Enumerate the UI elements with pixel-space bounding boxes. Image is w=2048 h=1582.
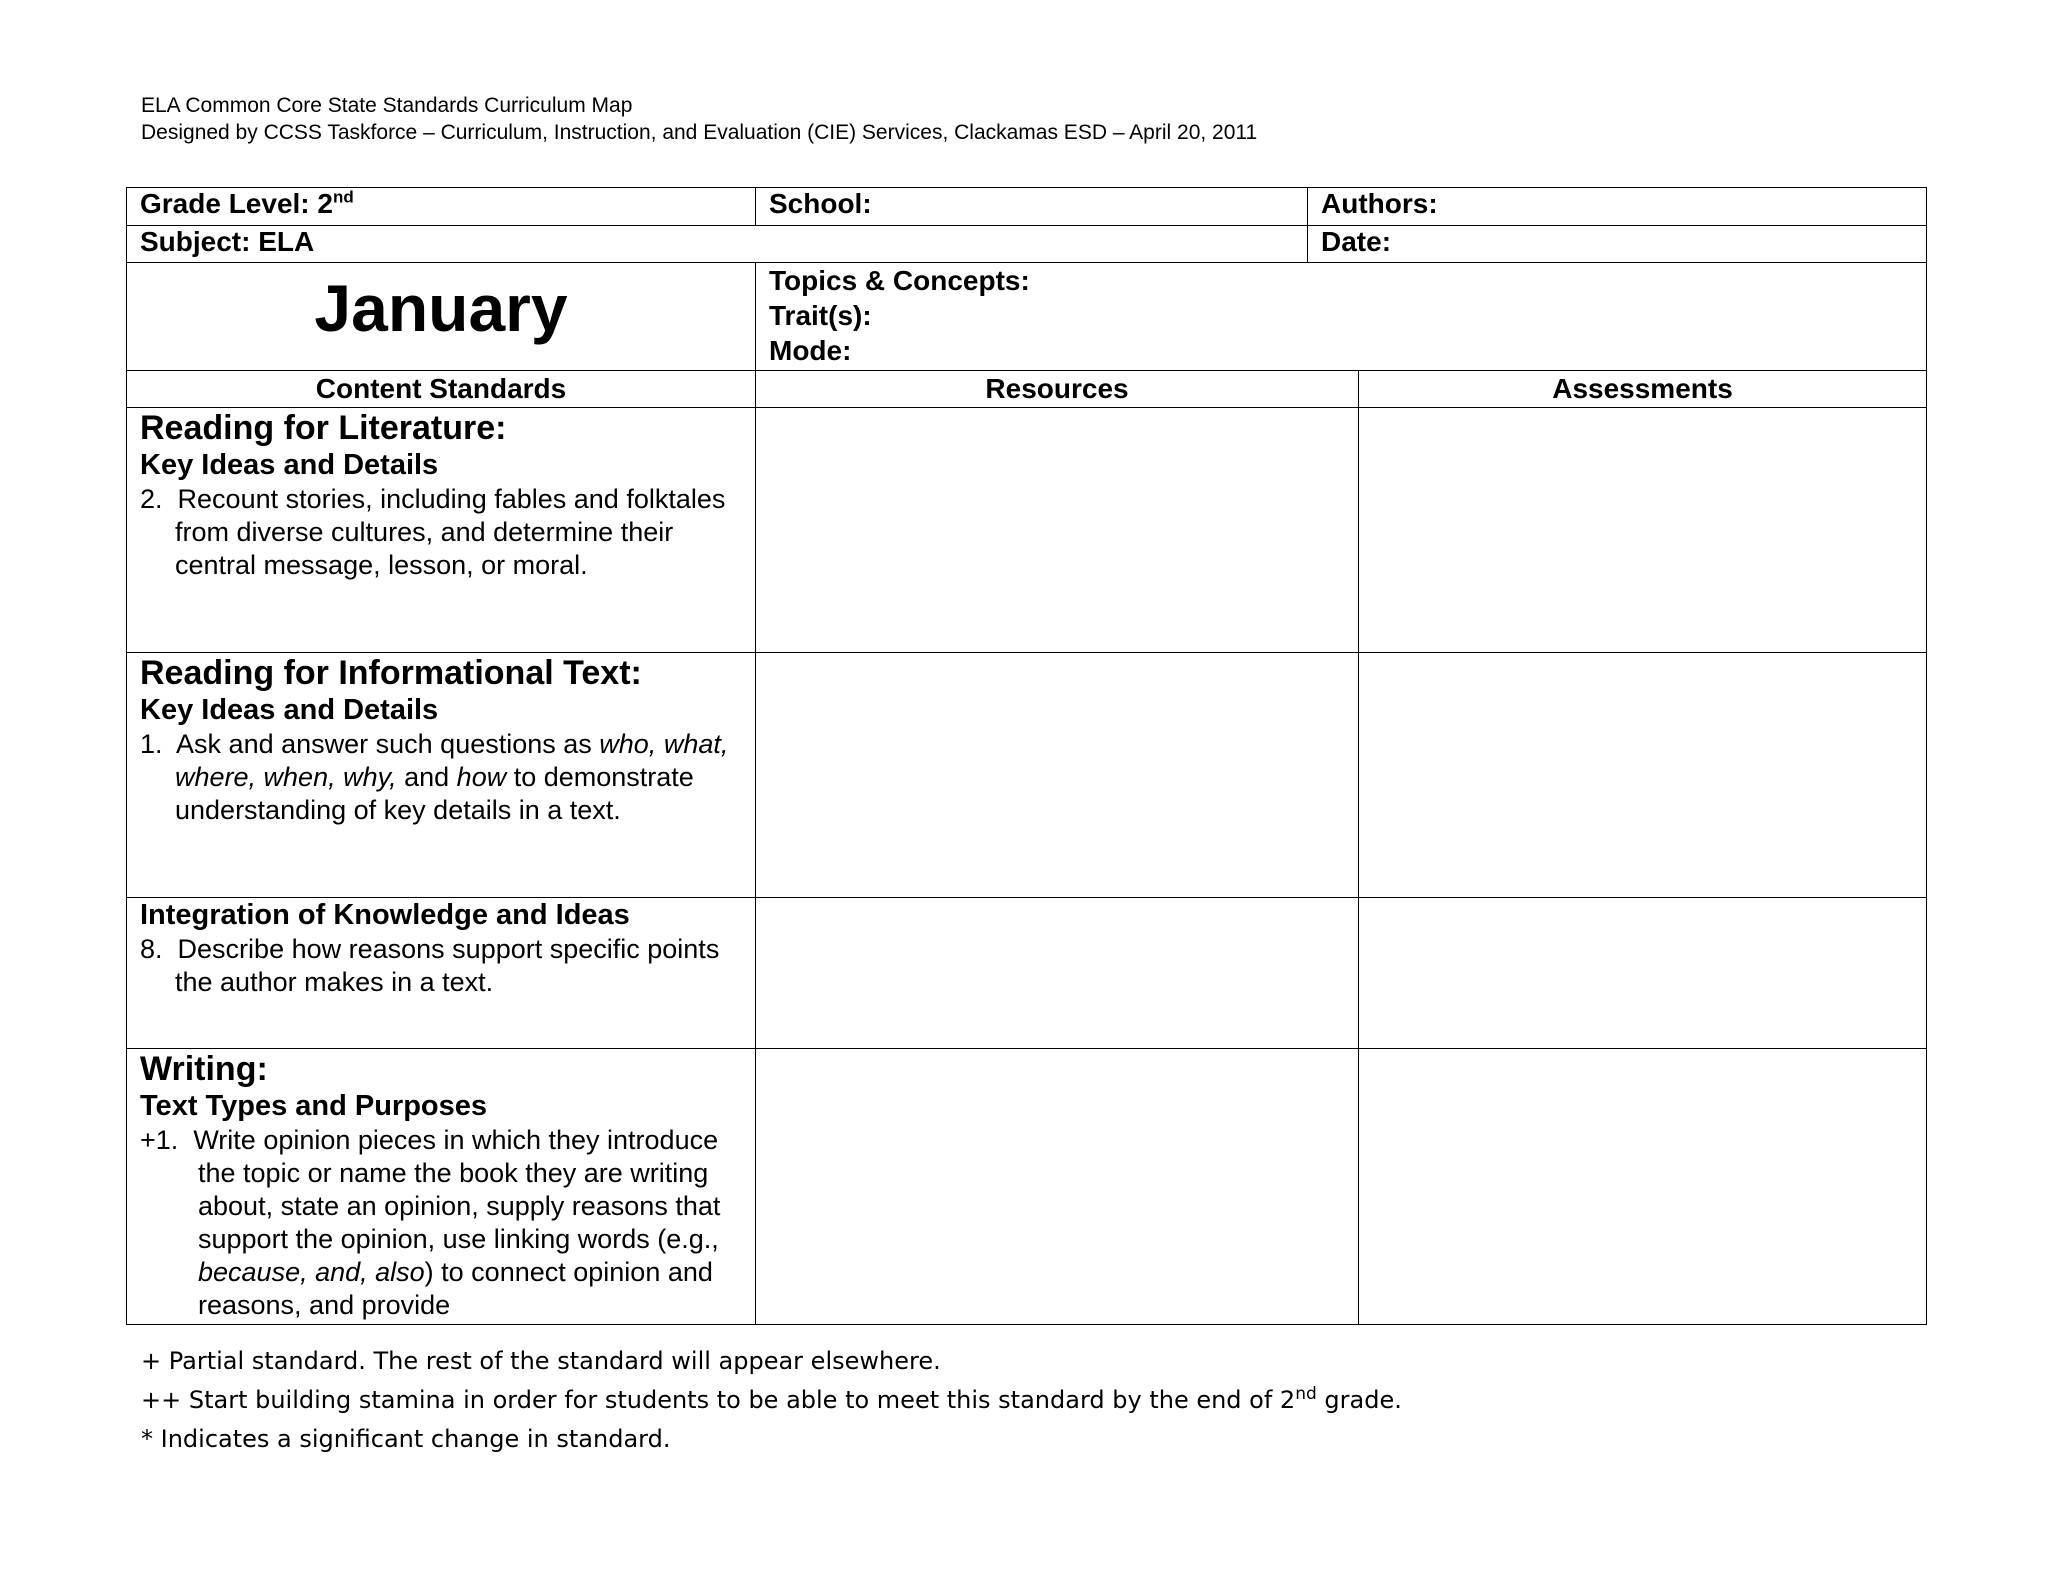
section-title: Reading for Literature: <box>140 409 507 447</box>
curriculum-map-table <box>126 187 1927 1325</box>
content-cell <box>127 408 756 653</box>
header-credits: Designed by CCSS Taskforce – Curriculum, Instruction, and Evaluation (CIE) Services, Clackamas ESD – April 20, 2011 <box>141 121 1258 144</box>
school-label: School: <box>769 188 872 219</box>
month-cell <box>127 263 756 371</box>
standard-text: +1. Write opinion pieces in which they introduce the topic or name the book they are writing about, state an opinion, supply reasons that support the opinion, use linking words (e.g., because, and, also) to connect opinion and reasons, and provide <box>140 1125 721 1320</box>
assessments-cell <box>1359 653 1927 898</box>
resources-cell <box>756 653 1359 898</box>
header-title: ELA Common Core State Standards Curriculum Map <box>141 94 633 117</box>
assessments-cell <box>1359 898 1927 1049</box>
standard-text: 1. Ask and answer such questions as who, what, where, when, why, and how to demonstrate understanding of key details in a text. <box>140 729 729 825</box>
content-cell <box>127 653 756 898</box>
traits-label: Trait(s): <box>769 300 872 331</box>
topics-label: Topics & Concepts: <box>769 265 1030 296</box>
document-header <box>141 92 1257 146</box>
month-title: January <box>314 271 568 345</box>
school-cell <box>756 188 1308 226</box>
info-row-2 <box>127 226 1927 263</box>
resources-cell <box>756 1049 1359 1325</box>
subject-cell <box>127 226 1308 263</box>
standards-row <box>127 408 1927 653</box>
date-label: Date: <box>1321 226 1392 257</box>
standard-number: 8. <box>140 934 163 964</box>
grade-level-cell <box>127 188 756 226</box>
section-subtitle: Text Types and Purposes <box>140 1090 488 1122</box>
footnote-partial: + Partial standard. The rest of the standard will appear elsewhere. <box>141 1347 941 1375</box>
mode-label: Mode: <box>769 335 852 366</box>
standards-row <box>127 898 1927 1049</box>
content-cell <box>127 898 756 1049</box>
resources-header: Resources <box>756 371 1359 408</box>
assessments-cell <box>1359 1049 1927 1325</box>
standards-row <box>127 653 1927 898</box>
authors-cell <box>1308 188 1927 226</box>
standard-number: 1. <box>140 729 163 759</box>
standard-text: 8. Describe how reasons support specific points the author makes in a text. <box>140 934 720 997</box>
grade-level-superscript: nd <box>332 187 354 207</box>
date-cell <box>1308 226 1927 263</box>
assessments-cell <box>1359 408 1927 653</box>
topics-cell <box>756 263 1927 371</box>
authors-label: Authors: <box>1321 188 1438 219</box>
footnotes <box>141 1342 1402 1459</box>
section-title: Reading for Informational Text: <box>140 654 642 692</box>
section-subtitle: Key Ideas and Details <box>140 694 439 726</box>
footnote-significant-change: * Indicates a significant change in standard. <box>141 1425 671 1453</box>
month-row <box>127 263 1927 371</box>
content-standards-header: Content Standards <box>127 371 756 408</box>
assessments-header: Assessments <box>1359 371 1927 408</box>
resources-cell <box>756 898 1359 1049</box>
section-title: Writing: <box>140 1050 268 1088</box>
resources-cell <box>756 408 1359 653</box>
column-header-row <box>127 371 1927 408</box>
section-subtitle: Key Ideas and Details <box>140 449 439 481</box>
grade-level-label: Grade Level: 2 <box>140 188 333 219</box>
standard-text: 2. Recount stories, including fables and folktales from diverse cultures, and determine their central message, lesson, or moral. <box>140 484 726 580</box>
subject-label: Subject: ELA <box>140 226 315 257</box>
section-subtitle: Integration of Knowledge and Ideas <box>140 899 630 931</box>
standard-number: 2. <box>140 484 163 514</box>
standard-number: +1. <box>140 1125 179 1155</box>
standards-row <box>127 1049 1927 1325</box>
footnote-stamina: ++ Start building stamina in order for students to be able to meet this standard by the end of 2nd grade. <box>141 1384 1402 1414</box>
content-cell <box>127 1049 756 1325</box>
info-row-1 <box>127 188 1927 226</box>
